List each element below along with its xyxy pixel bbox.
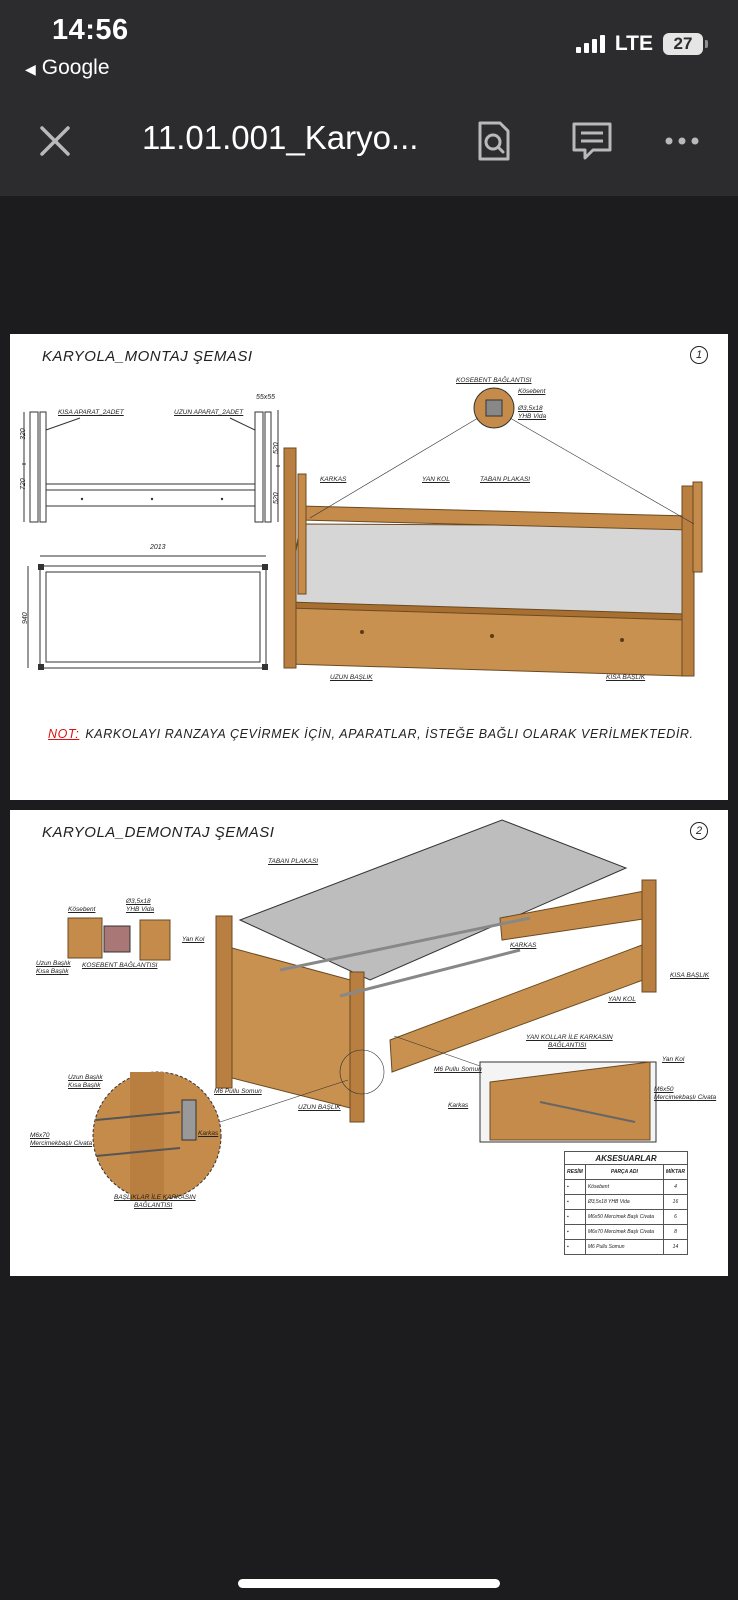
status-time: 14:56: [52, 14, 129, 46]
label-kisa-baslik-inset: Kısa Başlık: [68, 1082, 101, 1089]
page-number: 1: [690, 346, 708, 364]
home-indicator[interactable]: [238, 1579, 500, 1588]
label-karkas-right: Karkas: [448, 1102, 469, 1109]
label-basliklar-baglantisi: BAŞLIKLAR İLE KARKASIN: [114, 1194, 196, 1201]
part-qty: 4: [663, 1180, 687, 1195]
dim-2013: 2013: [150, 544, 166, 551]
label-yan-kol-left: Yan Kol: [182, 936, 205, 943]
accessories-header: PARÇA ADI: [585, 1165, 663, 1180]
label-kisa-baslik-left: Kısa Başlık: [36, 968, 69, 975]
part-qty: 14: [663, 1240, 687, 1255]
table-row: [565, 1225, 688, 1240]
note-line: [48, 727, 694, 741]
part-name: M6x50 Mercimek Başlı Civata: [585, 1210, 663, 1225]
label-vida: Ø3,5x18: [518, 405, 543, 412]
page-number: 2: [690, 822, 708, 840]
label-vida2: YHB Vida: [126, 906, 155, 913]
battery-icon: [663, 33, 708, 55]
table-row: [565, 1240, 688, 1255]
label-basliklar-baglantisi-2: BAĞLANTISI: [134, 1202, 173, 1209]
label-kosebent-baglantisi: KOSEBENT BAĞLANTISI: [82, 962, 158, 969]
label-yan-kol: YAN KOL: [608, 996, 636, 1003]
document-page-2: [10, 810, 728, 1276]
label-m6x70-desc: Mercimekbaşlı Civata: [30, 1140, 93, 1147]
label-taban-plakasi: TABAN PLAKASI: [480, 476, 531, 483]
label-m6-pullu-somun-left: M6 Pullu Somun: [214, 1088, 262, 1095]
label-taban-plakasi: TABAN PLAKASI: [268, 858, 319, 865]
label-yan-kol: YAN KOL: [422, 476, 450, 483]
part-name: M6x70 Mercimek Başlı Civata: [585, 1225, 663, 1240]
part-name: M6 Pullu Somun: [585, 1240, 663, 1255]
label-karkas: KARKAS: [320, 476, 347, 483]
dim-520a: 520: [273, 442, 280, 454]
status-indicators: [576, 32, 708, 56]
back-triangle-icon: ◀: [25, 61, 36, 77]
dim-320: 320: [20, 428, 27, 440]
signal-icon: [576, 35, 605, 53]
top-bar: [0, 0, 738, 196]
page-title: KARYOLA_MONTAJ ŞEMASI: [42, 348, 253, 365]
table-row: [565, 1210, 688, 1225]
part-thumbnail: ▪: [565, 1180, 586, 1195]
label-m6-pullu-somun: M6 Pullu Somun: [434, 1066, 482, 1073]
label-m6x70: M6x70: [30, 1132, 50, 1139]
accessories-table: [564, 1151, 688, 1255]
accessories-header: MİKTAR: [663, 1165, 687, 1180]
dim-520b: 520: [273, 492, 280, 504]
part-thumbnail: ▪: [565, 1225, 586, 1240]
part-qty: 6: [663, 1210, 687, 1225]
more-icon[interactable]: [664, 120, 700, 162]
label-karkas-inset: Karkas: [198, 1130, 219, 1137]
label-uzun-baslik-left: Uzun Başlık: [36, 960, 71, 967]
page-title: KARYOLA_DEMONTAJ ŞEMASI: [42, 824, 275, 841]
label-m6x50: M6x50: [654, 1086, 674, 1093]
document-page-1: [10, 334, 728, 800]
accessories-title: AKSESUARLAR: [565, 1152, 688, 1165]
label-kosebent-baglantisi: KOSEBENT BAĞLANTISI: [456, 377, 532, 384]
table-row: [565, 1180, 688, 1195]
battery-level: 27: [663, 33, 703, 55]
table-row: [565, 1195, 688, 1210]
label-uzun-baslik: UZUN BAŞLIK: [330, 674, 373, 681]
label-kisa-baslik: KISA BAŞLIK: [670, 972, 710, 979]
part-thumbnail: ▪: [565, 1195, 586, 1210]
accessories-header: RESİM: [565, 1165, 586, 1180]
label-kisa-baslik: KISA BAŞLIK: [606, 674, 646, 681]
part-qty: 16: [663, 1195, 687, 1210]
note-label: NOT:: [48, 727, 80, 741]
part-name: Ø3,5x18 YHB Vida: [585, 1195, 663, 1210]
comment-icon[interactable]: [571, 120, 613, 162]
note-text: KARKOLAYI RANZAYA ÇEVİRMEK İÇİN, APARATLAR, İSTEĞE BAĞLI OLARAK VERİLMEKTEDİR.: [85, 727, 694, 741]
label-yan-kollar-baglantisi: YAN KOLLAR İLE KARKASIN: [526, 1034, 613, 1041]
label-m6x50-desc: Mercimekbaşlı Civata: [654, 1094, 717, 1101]
label-vida1: Ø3,5x18: [126, 898, 151, 905]
part-thumbnail: ▪: [565, 1240, 586, 1255]
label-yan-kollar-baglantisi-2: BAĞLANTISI: [548, 1042, 587, 1049]
back-to-app-link[interactable]: [25, 56, 110, 80]
label-uzun-baslik: UZUN BAŞLIK: [298, 1104, 341, 1111]
label-yan-kol-right: Yan Kol: [662, 1056, 685, 1063]
close-icon[interactable]: [38, 124, 72, 158]
label-kisa-aparat: KISA APARAT_2ADET: [58, 409, 124, 416]
label-vida2: YHB Vida: [518, 413, 547, 420]
label-kosebent: Kösebent: [518, 388, 546, 395]
network-label: LTE: [614, 32, 653, 55]
dim-940: 940: [22, 612, 29, 624]
document-title: 11.01.001_Karyo...: [142, 119, 419, 156]
label-kosebent: Kösebent: [68, 906, 96, 913]
dim-720: 720: [20, 478, 27, 490]
label-uzun-baslik-inset: Uzun Başlık: [68, 1074, 103, 1081]
label-karkas: KARKAS: [510, 942, 537, 949]
part-name: Kösebent: [585, 1180, 663, 1195]
back-app-label: Google: [41, 56, 110, 79]
dim-55x55: 55x55: [256, 394, 276, 401]
part-qty: 8: [663, 1225, 687, 1240]
search-document-icon[interactable]: [474, 120, 514, 162]
part-thumbnail: ▪: [565, 1210, 586, 1225]
label-uzun-aparat: UZUN APARAT_2ADET: [174, 409, 244, 416]
